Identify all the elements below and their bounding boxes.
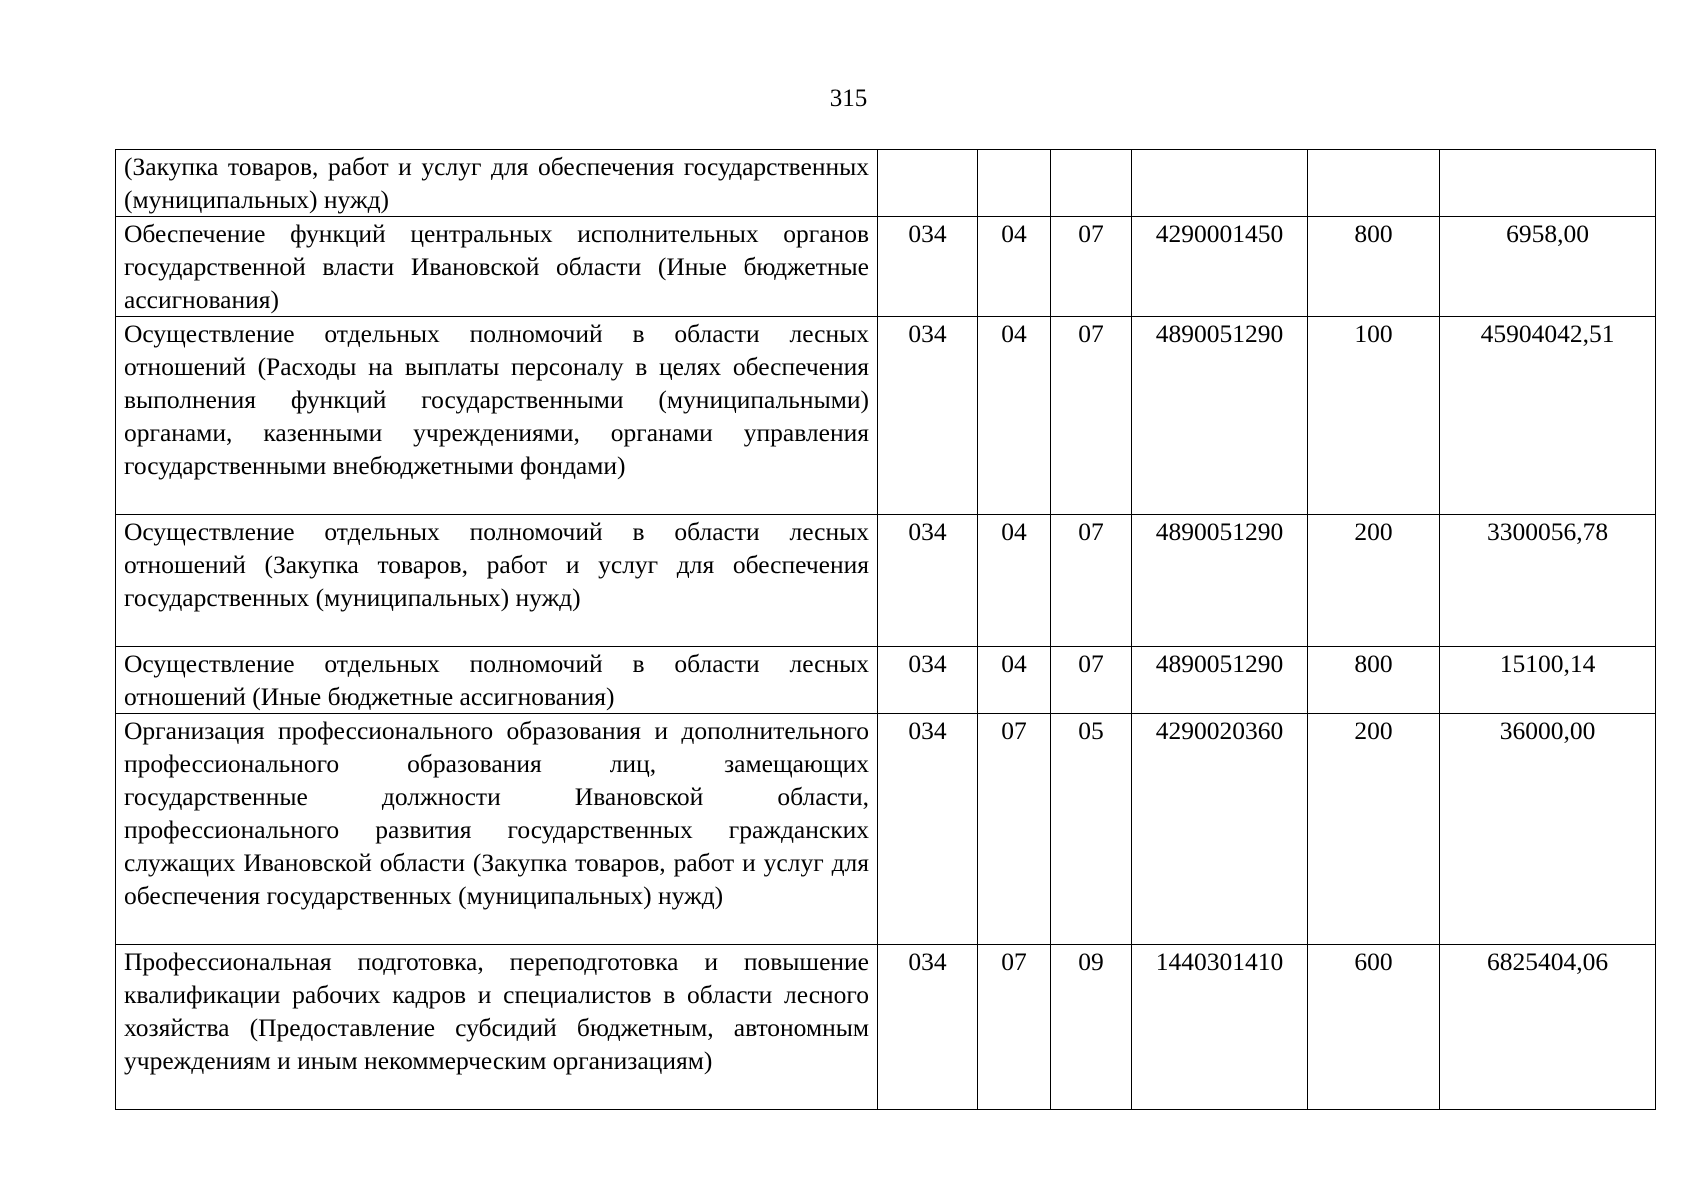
ministry-code [878,150,978,217]
target-article-code: 4290020360 [1132,714,1308,945]
expense-type-code: 800 [1308,217,1440,317]
expense-type-code: 100 [1308,317,1440,515]
target-article-code [1132,150,1308,217]
subsection-code: 07 [1051,217,1132,317]
amount-value: 3300056,78 [1440,515,1656,647]
expense-type-code: 600 [1308,945,1440,1110]
expense-type-code: 200 [1308,515,1440,647]
row-description: Осуществление отдельных полномочий в области лесных отношений (Расходы на выплаты персоналу в целях обеспечения выполнения функций государственными (муниципальными) органами, казенными учреждениями, органами управления государственными внебюджетными фондами) [116,317,878,515]
amount-value: 6825404,06 [1440,945,1656,1110]
row-description: (Закупка товаров, работ и услуг для обеспечения государственных (муниципальных) нужд) [116,150,878,217]
page-number-text: 315 [829,85,868,112]
section-code: 04 [978,647,1051,714]
subsection-code [1051,150,1132,217]
table-row [116,317,1656,515]
row-description: Осуществление отдельных полномочий в области лесных отношений (Закупка товаров, работ и услуг для обеспечения государственных (муниципальных) нужд) [116,515,878,647]
expense-type-code [1308,150,1440,217]
row-description: Обеспечение функций центральных исполнительных органов государственной власти Ивановской области (Иные бюджетные ассигнования) [116,217,878,317]
subsection-code: 07 [1051,317,1132,515]
subsection-code: 07 [1051,515,1132,647]
table-row [116,217,1656,317]
page-number [0,84,1697,114]
amount-value: 45904042,51 [1440,317,1656,515]
amount-value [1440,150,1656,217]
target-article-code: 4890051290 [1132,515,1308,647]
row-description: Осуществление отдельных полномочий в области лесных отношений (Иные бюджетные ассигнования) [116,647,878,714]
expense-type-code: 800 [1308,647,1440,714]
budget-table [115,149,1656,1110]
table-row [116,945,1656,1110]
ministry-code: 034 [878,647,978,714]
section-code: 07 [978,945,1051,1110]
section-code [978,150,1051,217]
table-row [116,150,1656,217]
table-row [116,714,1656,945]
table-row [116,515,1656,647]
section-code: 04 [978,317,1051,515]
expense-type-code: 200 [1308,714,1440,945]
target-article-code: 4290001450 [1132,217,1308,317]
amount-value: 36000,00 [1440,714,1656,945]
ministry-code: 034 [878,945,978,1110]
target-article-code: 4890051290 [1132,317,1308,515]
section-code: 07 [978,714,1051,945]
ministry-code: 034 [878,515,978,647]
row-description: Профессиональная подготовка, переподготовка и повышение квалификации рабочих кадров и специалистов в области лесного хозяйства (Предоставление субсидий бюджетным, автономным учреждениям и иным некоммерческим организациям) [116,945,878,1110]
target-article-code: 4890051290 [1132,647,1308,714]
subsection-code: 09 [1051,945,1132,1110]
section-code: 04 [978,217,1051,317]
ministry-code: 034 [878,317,978,515]
subsection-code: 05 [1051,714,1132,945]
row-description: Организация профессионального образования и дополнительного профессионального образования лиц, замещающих государственные должности Ивановской области, профессионального развития государственных гражданских служащих Ивановской области (Закупка товаров, работ и услуг для обеспечения государственных (муниципальных) нужд) [116,714,878,945]
subsection-code: 07 [1051,647,1132,714]
table-row [116,647,1656,714]
ministry-code: 034 [878,714,978,945]
section-code: 04 [978,515,1051,647]
target-article-code: 1440301410 [1132,945,1308,1110]
ministry-code: 034 [878,217,978,317]
amount-value: 6958,00 [1440,217,1656,317]
amount-value: 15100,14 [1440,647,1656,714]
